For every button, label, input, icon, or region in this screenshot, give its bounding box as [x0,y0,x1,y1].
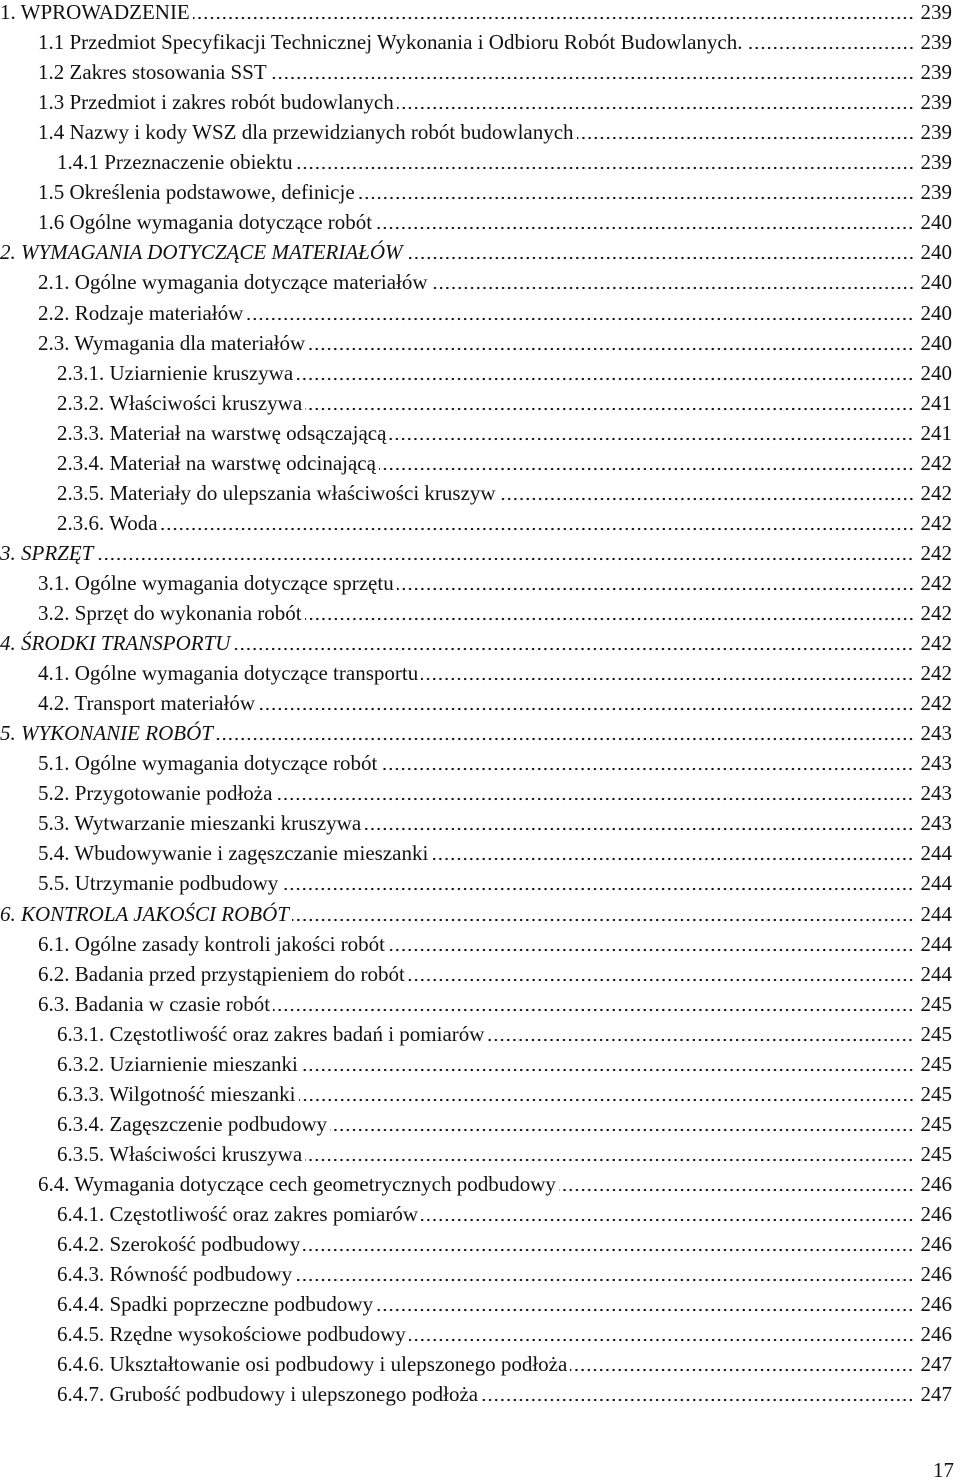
dot-leader [305,407,914,411]
dot-leader [296,377,914,381]
toc-entry-page: 240 [920,360,952,385]
dot-leader [305,1158,914,1162]
dot-leader [308,347,914,351]
dot-leader [270,76,914,80]
toc-entry[interactable] [0,1137,952,1167]
dot-leader [233,647,914,651]
toc-entry[interactable] [0,897,952,927]
toc-entry-page: 244 [920,841,952,866]
dot-leader [481,1398,914,1402]
toc-entry-title: 4. ŚRODKI TRANSPORTU [0,631,231,656]
dot-leader [305,617,914,621]
toc-entry-page: 240 [920,300,952,325]
dot-leader [431,857,914,861]
toc-entry-title: 6.2. Badania przed przystąpieniem do robót [38,961,405,986]
toc-entry-page: 240 [920,240,952,265]
toc-entry-title: 2. WYMAGANIA DOTYCZĄCE MATERIAŁÓW [0,240,403,265]
dot-leader [299,1098,915,1102]
toc-entry-page: 246 [920,1202,952,1226]
toc-entry-title: 1.2 Zakres stosowania SST [38,60,267,85]
toc-entry-page: 239 [920,90,952,115]
toc-entry-page: 246 [920,1262,952,1287]
toc-entry[interactable] [0,25,952,55]
toc-entry-page: 243 [920,811,952,836]
dot-leader [295,1278,914,1282]
toc-entry-title: 6.4.5. Rzędne wysokościowe podbudowy [57,1322,406,1347]
toc-entry[interactable] [0,656,952,686]
toc-entry[interactable] [0,326,952,356]
toc-entry-title: 2.3.6. Woda [57,510,158,535]
toc-entry-page: 239 [920,30,952,55]
toc-entry-title: 4.1. Ogólne wymagania dotyczące transportu [38,661,419,686]
dot-leader [358,196,914,200]
toc-entry-title: 2.3.5. Materiały do ulepszania właściwości kruszyw [57,480,496,505]
toc-entry-title: 5. WYKONANIE ROBÓT [0,721,213,746]
toc-entry[interactable] [0,1047,952,1077]
dot-leader [408,978,914,982]
toc-entry-page: 242 [920,601,952,625]
toc-entry-page: 242 [920,570,952,595]
toc-entry-title: 6.4.7. Grubość podbudowy i ulepszonego podłoża [57,1382,479,1407]
toc-entry[interactable] [0,85,952,115]
toc-entry[interactable] [0,1167,952,1197]
toc-entry-page: 243 [920,721,952,746]
toc-entry-page: 239 [920,150,952,175]
dot-leader [364,827,914,831]
dot-leader [96,557,914,561]
toc-entry-title: 6.4.1. Częstotliwość oraz zakres pomiarów [57,1202,418,1226]
toc-entry-page: 243 [920,781,952,806]
toc-entry-title: 6.4.4. Spadki poprzeczne podbudowy [57,1292,374,1317]
toc-entry[interactable] [0,1227,952,1257]
toc-entry-page: 244 [920,931,952,956]
toc-entry[interactable] [0,235,952,265]
toc-entry[interactable] [0,446,952,476]
toc-entry-title: 6.4. Wymagania dotyczące cech geometrycznych podbudowy [38,1171,556,1196]
dot-leader [397,106,914,110]
dot-leader [161,527,914,531]
toc-entry[interactable] [0,476,952,506]
toc-entry[interactable] [0,686,952,716]
toc-entry-title: 6.3. Badania w czasie robót [38,991,271,1016]
toc-entry-title: 5.3. Wytwarzanie mieszanki kruszywa [38,811,362,836]
toc-entry-page: 242 [920,480,952,505]
toc-entry-page: 241 [920,390,952,415]
toc-entry[interactable] [0,987,952,1017]
toc-entry-page: 239 [920,180,952,205]
toc-entry-page: 246 [920,1171,952,1196]
toc-entry-page: 245 [920,1021,952,1046]
toc-entry-title: 6.3.3. Wilgotność mieszanki [57,1081,296,1106]
toc-entry[interactable] [0,356,952,386]
dot-leader [273,1008,914,1012]
toc-entry-title: 1.3 Przedmiot i zakres robót budowlanych [38,90,394,115]
dot-leader [388,948,914,952]
dot-leader [570,1368,914,1372]
toc-entry-page: 242 [920,691,952,716]
toc-entry-page: 246 [920,1232,952,1257]
toc-entry[interactable] [0,265,952,295]
toc-entry[interactable] [0,205,952,235]
toc-entry[interactable] [0,115,952,145]
dot-leader [246,317,914,321]
toc-entry-title: 1.5 Określenia podstawowe, definicje [38,180,355,205]
toc-entry-page: 242 [920,510,952,535]
toc-entry[interactable] [0,836,952,866]
toc-entry[interactable] [0,776,952,806]
dot-leader [281,887,914,891]
toc-entry-title: 6.4.6. Ukształtowanie osi podbudowy i ulepszonego podłoża [57,1352,568,1377]
dot-leader [389,437,914,441]
toc-entry-title: 3.1. Ogólne wymagania dotyczące sprzętu [38,570,394,595]
toc-entry[interactable] [0,386,952,416]
dot-leader [746,46,914,50]
toc-entry-title: 2.3.4. Materiał na warstwę odcinającą [57,450,376,475]
toc-entry[interactable] [0,296,952,326]
dot-leader [397,587,914,591]
toc-entry-title: 1.6 Ogólne wymagania dotyczące robót [38,210,373,235]
toc-entry-page: 241 [920,420,952,445]
toc-entry[interactable] [0,806,952,836]
toc-entry-page: 239 [920,0,952,24]
toc-entry[interactable] [0,175,952,205]
toc-entry-page: 242 [920,450,952,475]
toc-entry-title: 3. SPRZĘT [0,540,94,565]
toc-entry-page: 243 [920,751,952,776]
toc-entry-title: 2.3.3. Materiał na warstwę odsączającą [57,420,387,445]
dot-leader [431,286,914,290]
toc-entry-page: 245 [920,1141,952,1166]
toc-entry-page: 245 [920,1111,952,1136]
toc-entry-title: 2.3.1. Uziarnienie kruszywa [57,360,294,385]
toc-entry-title: 2.2. Rodzaje materiałów [38,300,244,325]
toc-entry-title: 6. KONTROLA JAKOŚCI ROBÓT [0,901,289,926]
dot-leader [559,1188,914,1192]
toc-entry-title: 2.3. Wymagania dla materiałów [38,330,306,355]
toc-entry[interactable] [0,536,952,566]
toc-entry-page: 240 [920,330,952,355]
toc-entry[interactable] [0,1377,952,1407]
toc-entry-page: 245 [920,991,952,1016]
dot-leader [499,497,914,501]
dot-leader [301,1068,914,1072]
toc-entry[interactable] [0,1107,952,1137]
toc-entry-title: 5.4. Wbudowywanie i zagęszczanie mieszanki [38,841,429,866]
toc-entry-title: 6.4.3. Równość podbudowy [57,1262,293,1287]
dot-leader [193,16,914,20]
toc-entry-title: 6.3.2. Uziarnienie mieszanki [57,1051,298,1076]
dot-leader [577,136,914,140]
dot-leader [275,797,914,801]
toc-entry[interactable] [0,1017,952,1047]
toc-entry-page: 239 [920,60,952,85]
dot-leader [406,256,914,260]
toc-entry[interactable] [0,1197,952,1227]
toc-entry-page: 242 [920,631,952,656]
toc-entry-page: 242 [920,661,952,686]
toc-entry[interactable] [0,866,952,896]
toc-entry-page: 240 [920,210,952,235]
toc-entry-page: 245 [920,1081,952,1106]
toc-entry-title: 3.2. Sprzęt do wykonania robót [38,601,302,625]
toc-entry-page: 246 [920,1322,952,1347]
toc-entry[interactable] [0,416,952,446]
dot-leader [487,1038,914,1042]
toc-entry[interactable] [0,746,952,776]
dot-leader [330,1128,914,1132]
toc-entry-title: 1.4.1 Przeznaczenie obiektu [57,150,293,175]
dot-leader [409,1338,914,1342]
toc-entry[interactable] [0,1347,952,1377]
toc-entry[interactable] [0,927,952,957]
page-number: 17 [933,1458,954,1482]
toc-entry-title: 6.3.1. Częstotliwość oraz zakres badań i pomiarów [57,1021,485,1046]
toc-entry[interactable] [0,1317,952,1347]
toc-entry-page: 244 [920,961,952,986]
toc-entry-title: 6.3.4. Zagęszczenie podbudowy [57,1111,327,1136]
toc-entry-title: 5.1. Ogólne wymagania dotyczące robót [38,751,378,776]
toc-entry-page: 240 [920,270,952,295]
toc-entry-title: 4.2. Transport materiałów [38,691,255,716]
dot-leader [258,707,914,711]
toc-entry-title: 1. WPROWADZENIE [0,0,190,24]
toc-entry[interactable] [0,1287,952,1317]
toc-entry-page: 244 [920,901,952,926]
toc-entry[interactable] [0,55,952,85]
dot-leader [303,1248,914,1252]
toc-entry[interactable] [0,506,952,536]
dot-leader [380,767,914,771]
dot-leader [296,166,914,170]
toc-entry-title: 2.3.2. Właściwości kruszywa [57,390,303,415]
toc-entry[interactable] [0,1257,952,1287]
dot-leader [421,1218,914,1222]
toc-entry-page: 247 [920,1352,952,1377]
toc-entry-title: 2.1. Ogólne wymagania dotyczące materiałów [38,270,428,295]
toc-entry-title: 6.4.2. Szerokość podbudowy [57,1232,301,1257]
toc-entry[interactable] [0,626,952,656]
dot-leader [379,467,914,471]
toc-entry[interactable] [0,596,952,626]
dot-leader [376,1308,914,1312]
toc-entry[interactable] [0,1077,952,1107]
toc-entry-title: 6.3.5. Właściwości kruszywa [57,1141,303,1166]
toc-entry-page: 245 [920,1051,952,1076]
toc-entry-page: 242 [920,540,952,565]
toc-entry[interactable] [0,0,952,25]
toc-entry[interactable] [0,716,952,746]
dot-leader [292,918,914,922]
toc-entry[interactable] [0,145,952,175]
toc-entry-title: 1.4 Nazwy i kody WSZ dla przewidzianych robót budowlanych [38,120,574,145]
toc-entry-title: 6.1. Ogólne zasady kontroli jakości robót [38,931,386,956]
toc-entry-title: 1.1 Przedmiot Specyfikacji Technicznej Wykonania i Odbioru Robót Budowlanych. [38,30,743,55]
toc-entry-title: 5.2. Przygotowanie podłoża [38,781,273,806]
toc-entry-page: 246 [920,1292,952,1317]
toc-entry[interactable] [0,957,952,987]
toc-entry-page: 239 [920,120,952,145]
toc-entry-title: 5.5. Utrzymanie podbudowy [38,871,279,896]
dot-leader [375,226,914,230]
toc-entry[interactable] [0,566,952,596]
toc-entry-page: 244 [920,871,952,896]
dot-leader [421,677,914,681]
dot-leader [216,737,914,741]
toc-entry-page: 247 [920,1382,952,1407]
